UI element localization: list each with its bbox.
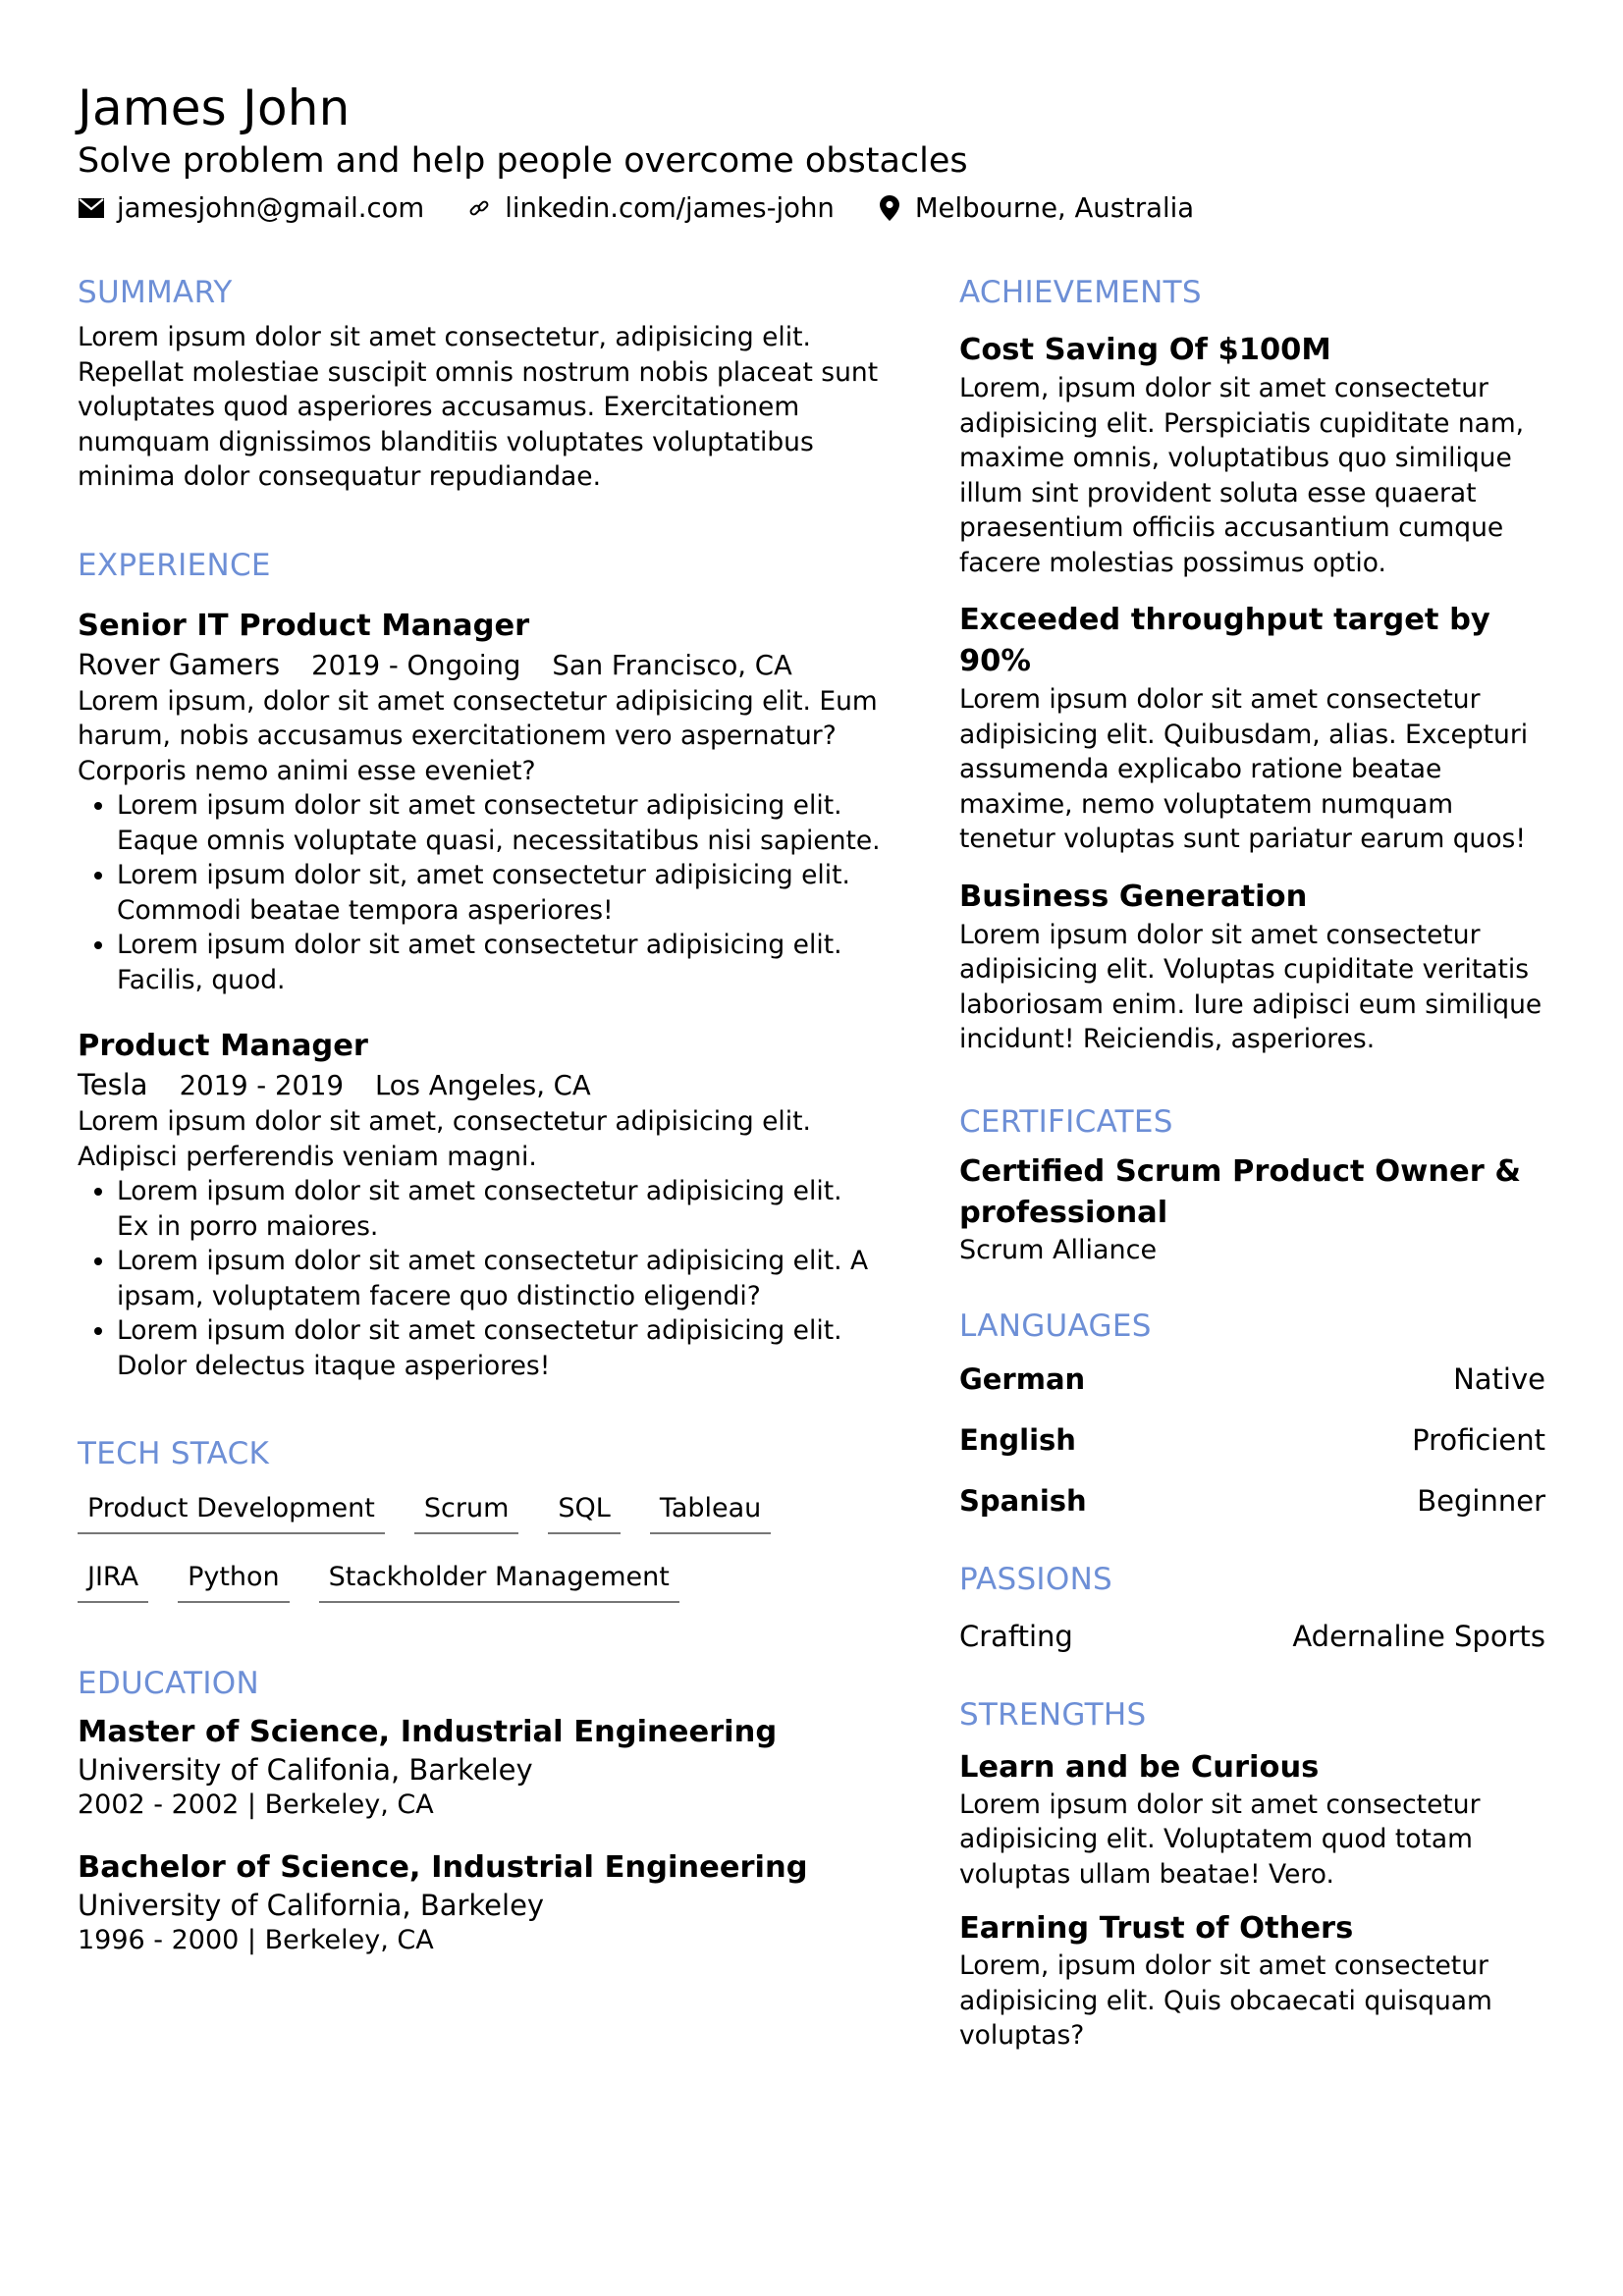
candidate-name: James John bbox=[78, 80, 351, 136]
achievement-entry bbox=[959, 877, 1545, 1057]
section-title-summary: SUMMARY bbox=[78, 275, 233, 310]
section-title-certificates: CERTIFICATES bbox=[958, 1103, 1173, 1140]
experience-section bbox=[78, 546, 881, 1384]
passion-row bbox=[959, 1617, 1545, 1656]
tech-tag: Stackholder Management bbox=[319, 1560, 679, 1603]
job-meta bbox=[78, 646, 881, 684]
contact-bar bbox=[78, 190, 1545, 226]
certificates-section bbox=[959, 1102, 1545, 1267]
email-text: jamesjohn@gmail.com bbox=[117, 192, 425, 224]
section-title-languages: LANGUAGES bbox=[958, 1308, 1152, 1344]
language-level: Proficient bbox=[1412, 1422, 1545, 1457]
education-info: 1996 - 2000 | Berkeley, CA bbox=[78, 1925, 434, 1955]
education-degree: Bachelor of Science, Industrial Engineering bbox=[78, 1850, 808, 1885]
education-section bbox=[78, 1664, 881, 1958]
tech-tags bbox=[78, 1491, 881, 1629]
job-location: Los Angeles, CA bbox=[374, 1070, 591, 1101]
strength-title: Learn and be Curious bbox=[958, 1749, 1320, 1785]
job-dates: 2019 - 2019 bbox=[179, 1070, 344, 1101]
right-column bbox=[959, 273, 1545, 2105]
education-school: University of Califonia, Barkeley bbox=[78, 1753, 533, 1787]
section-title-experience: EXPERIENCE bbox=[78, 547, 271, 583]
strength-entry bbox=[959, 1748, 1545, 1893]
job-description: Lorem ipsum dolor sit amet, consectetur adipisicing elit. Adipisci perferendis veniam magni. bbox=[78, 1106, 811, 1172]
job-location: San Francisco, CA bbox=[552, 649, 792, 681]
passion-item: Adernaline Sports bbox=[1292, 1619, 1545, 1653]
job-bullet: • Lorem ipsum dolor sit, amet consectetur adipisicing elit. Commodi beatae tempora asperiores! bbox=[117, 858, 881, 928]
job-bullet: • Lorem ipsum dolor sit amet consectetur adipisicing elit. Dolor delectus itaque asperiores! bbox=[117, 1313, 881, 1383]
tech-tag: Tableau bbox=[650, 1491, 771, 1534]
contact-email[interactable] bbox=[78, 190, 424, 226]
job-description: Lorem ipsum, dolor sit amet consectetur adipisicing elit. Eum harum, nobis accusamus exercitationem vero aspernatur? Corporis nemo animi esse eveniet? bbox=[78, 685, 878, 786]
contact-location bbox=[876, 190, 1194, 226]
contact-linkedin[interactable] bbox=[465, 190, 835, 226]
education-entry bbox=[78, 1848, 881, 1958]
job-bullet: • Lorem ipsum dolor sit amet consectetur adipisicing elit. A ipsam, voluptatem facere quo distinctio eligendi? bbox=[117, 1244, 881, 1313]
language-row bbox=[959, 1481, 1545, 1521]
job-bullet: • Lorem ipsum dolor sit amet consectetur adipisicing elit. Eaque omnis voluptate quasi, necessitatibus nisi sapiente. bbox=[117, 788, 881, 858]
job-bullets bbox=[78, 1174, 881, 1383]
job-bullets bbox=[78, 788, 881, 997]
section-title-passions: PASSIONS bbox=[958, 1561, 1113, 1597]
strengths-section bbox=[959, 1695, 1545, 2054]
achievements-section bbox=[959, 273, 1545, 1057]
strength-title: Earning Trust of Others bbox=[958, 1911, 1354, 1946]
job-entry bbox=[78, 607, 881, 998]
passions-section bbox=[959, 1560, 1545, 1656]
job-meta bbox=[78, 1066, 881, 1104]
summary-section bbox=[78, 273, 881, 495]
tech-tag: Python bbox=[178, 1560, 290, 1603]
section-title-achievements: ACHIEVEMENTS bbox=[958, 275, 1202, 310]
strength-text: Lorem, ipsum dolor sit amet consectetur adipisicing elit. Quis obcaecati quisquam voluptas? bbox=[958, 1950, 1492, 2051]
language-name: Spanish bbox=[958, 1483, 1087, 1518]
language-row bbox=[959, 1360, 1545, 1399]
candidate-tagline: Solve problem and help people overcome obstacles bbox=[78, 141, 968, 181]
tech-stack-section bbox=[78, 1434, 881, 1629]
achievement-entry bbox=[959, 330, 1545, 580]
linkedin-text: linkedin.com/james-john bbox=[505, 192, 835, 224]
language-level: Beginner bbox=[1417, 1483, 1545, 1518]
achievement-text: Lorem ipsum dolor sit amet consectetur adipisicing elit. Quibusdam, alias. Excepturi assumenda explicabo ratione beatae maxime, nemo voluptatem numquam tenetur voluptas sunt pariatur earum quos! bbox=[958, 684, 1529, 854]
achievement-text: Lorem, ipsum dolor sit amet consectetur adipisicing elit. Perspiciatis cupiditate nam, maxime omnis, voluptatibus quo similique illum sint provident soluta esse quaerat praesentium officiis accusantium cumque facere molestias possimus optio. bbox=[958, 373, 1525, 578]
tech-tag: Scrum bbox=[414, 1491, 519, 1534]
achievement-title: Exceeded throughput target by 90% bbox=[958, 603, 1490, 678]
education-info: 2002 - 2002 | Berkeley, CA bbox=[78, 1789, 434, 1820]
location-text: Melbourne, Australia bbox=[914, 192, 1195, 224]
strength-entry bbox=[959, 1909, 1545, 2054]
languages-section bbox=[959, 1307, 1545, 1521]
tech-tag: Product Development bbox=[78, 1491, 385, 1534]
passion-item: Crafting bbox=[958, 1619, 1073, 1653]
job-entry bbox=[78, 1027, 881, 1383]
job-bullet: • Lorem ipsum dolor sit amet consectetur adipisicing elit. Ex in porro maiores. bbox=[117, 1174, 881, 1244]
envelope-icon bbox=[78, 194, 105, 222]
achievement-text: Lorem ipsum dolor sit amet consectetur adipisicing elit. Voluptas cupiditate veritatis laboriosam enim. Iure adipisci eum similique incidunt! Reiciendis, asperiores. bbox=[958, 919, 1542, 1054]
language-level: Native bbox=[1453, 1362, 1545, 1396]
language-name: English bbox=[958, 1422, 1076, 1457]
certificate-title: Certified Scrum Product Owner & professional bbox=[958, 1153, 1521, 1230]
job-dates: 2019 - Ongoing bbox=[311, 649, 521, 681]
job-company: Rover Gamers bbox=[78, 647, 281, 681]
job-bullet: • Lorem ipsum dolor sit amet consectetur adipisicing elit. Facilis, quod. bbox=[117, 928, 881, 997]
left-column bbox=[78, 273, 881, 2105]
tech-tag: JIRA bbox=[78, 1560, 148, 1603]
achievement-title: Cost Saving Of $100M bbox=[958, 333, 1331, 367]
job-company: Tesla bbox=[78, 1068, 148, 1101]
section-title-education: EDUCATION bbox=[78, 1666, 259, 1701]
achievement-entry bbox=[959, 600, 1545, 857]
language-name: German bbox=[958, 1362, 1086, 1396]
education-school: University of California, Barkeley bbox=[78, 1889, 545, 1922]
language-row bbox=[959, 1420, 1545, 1460]
summary-text: Lorem ipsum dolor sit amet consectetur, adipisicing elit. Repellat molestiae suscipit omnis nostrum nobis placeat sunt voluptates quod asperiores accusamus. Exercitationem numquam dignissimos blanditiis voluptates voluptatibus minima dolor consequatur repudiandae. bbox=[78, 322, 879, 492]
achievement-title: Business Generation bbox=[958, 879, 1308, 914]
section-title-strengths: STRENGTHS bbox=[958, 1696, 1147, 1733]
job-title: Product Manager bbox=[78, 1029, 368, 1063]
map-pin-icon bbox=[876, 194, 903, 222]
education-degree: Master of Science, Industrial Engineering bbox=[78, 1715, 778, 1749]
section-title-tech-stack: TECH STACK bbox=[78, 1436, 270, 1471]
strength-text: Lorem ipsum dolor sit amet consectetur adipisicing elit. Voluptatem quod totam voluptas ullam beatae! Vero. bbox=[958, 1789, 1481, 1890]
education-entry bbox=[78, 1713, 881, 1823]
job-title: Senior IT Product Manager bbox=[78, 608, 530, 643]
link-icon bbox=[465, 194, 493, 222]
tech-tag: SQL bbox=[548, 1491, 620, 1534]
certificate-org: Scrum Alliance bbox=[958, 1234, 1158, 1265]
